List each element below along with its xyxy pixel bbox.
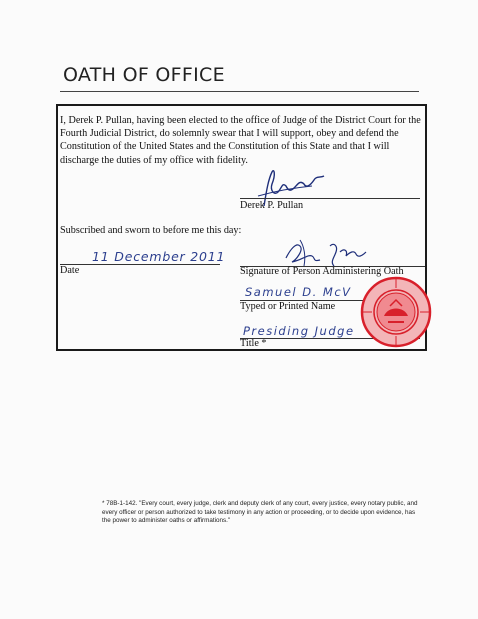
footnote: * 78B-1-142. "Every court, every judge, clerk and deputy clerk of any court, every justice, every notary public, and every officer or person authorized to take testimony in any action or proceeding, or to decide upon evidence, has the power to administer oaths or affirmations.": [102, 500, 418, 525]
title-rule: [60, 91, 419, 92]
subscribed-text: Subscribed and sworn to before me this day:: [60, 225, 242, 236]
document-title: OATH OF OFFICE: [63, 64, 225, 86]
date-handwritten: 11 December 2011: [92, 249, 226, 264]
oath-taker-name: Derek P. Pullan: [240, 200, 304, 211]
oath-text: I, Derek P. Pullan, having been elected to the office of Judge of the District Court for the Fourth Judicial District, do solemnly swear that I will support, obey and defend the Constitution of the United States and the Constitution of this State and that I will discharge the duties of my office with fidelity.: [60, 115, 421, 166]
title-label: Title *: [240, 338, 267, 349]
oath-taker-line: [240, 198, 420, 199]
title-handwritten: Presiding Judge: [243, 324, 355, 338]
court-seal: [360, 276, 432, 348]
date-line: [60, 264, 220, 265]
date-label: Date: [60, 265, 80, 276]
administering-label: Signature of Person Administering Oath: [240, 266, 404, 277]
printed-name-handwritten: Samuel D. McV: [245, 285, 352, 299]
printed-name-label: Typed or Printed Name: [240, 301, 336, 312]
